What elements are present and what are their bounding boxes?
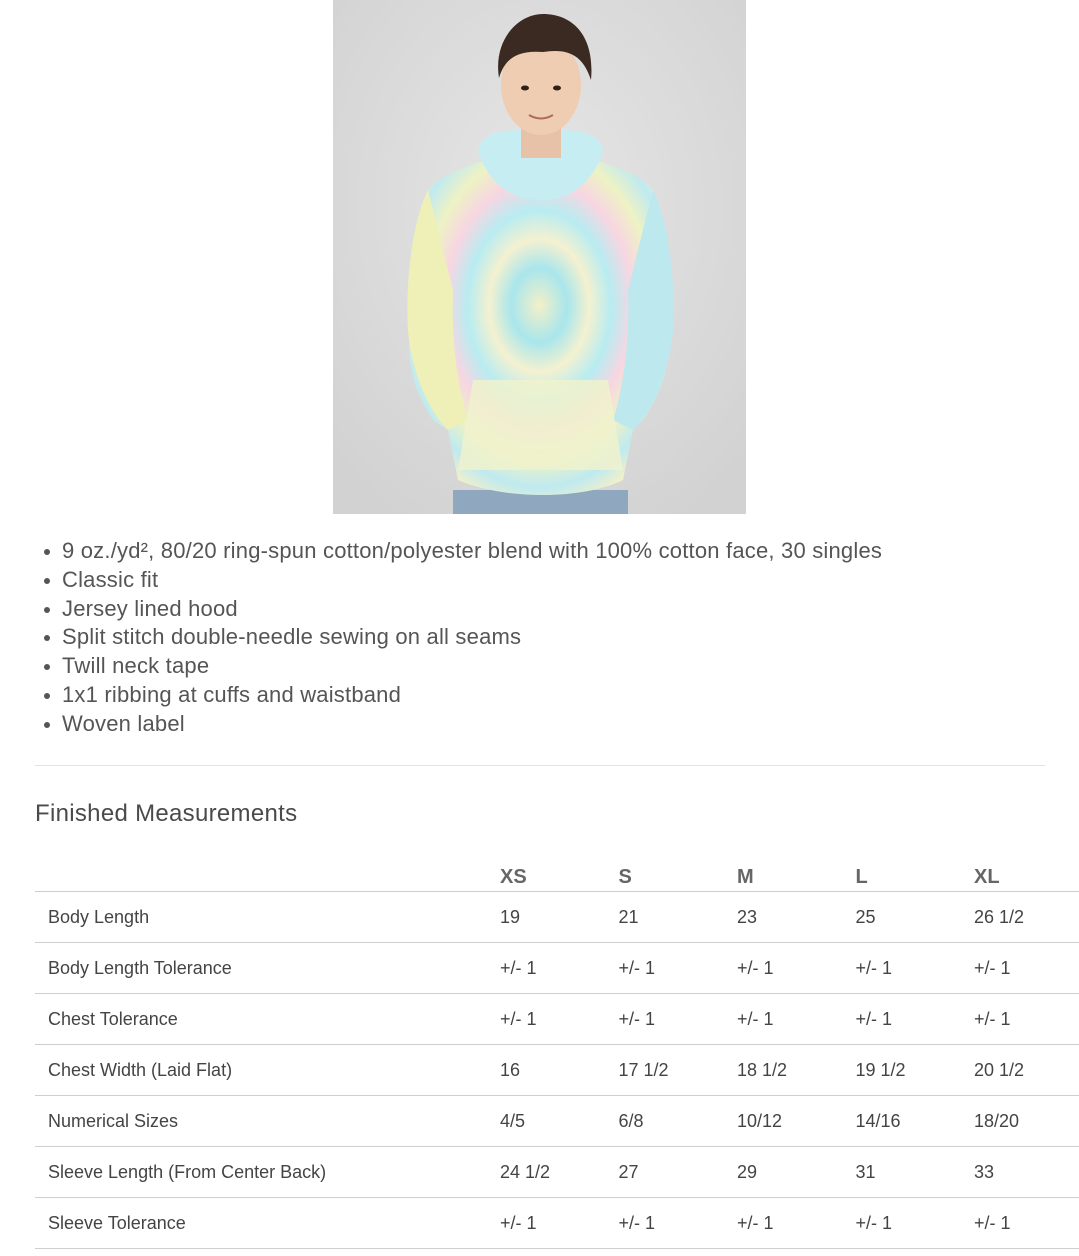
table-cell: 18/20 bbox=[974, 1096, 1079, 1147]
table-cell: 27 bbox=[619, 1147, 738, 1198]
table-cell: 31 bbox=[856, 1147, 975, 1198]
table-cell: +/- 1 bbox=[856, 994, 975, 1045]
feature-item: Split stitch double-needle sewing on all seams bbox=[62, 623, 1062, 652]
bullet-icon bbox=[44, 693, 50, 699]
table-cell: 17 1/2 bbox=[619, 1045, 738, 1096]
table-row bbox=[35, 1147, 1079, 1198]
measurements-title: Finished Measurements bbox=[35, 800, 298, 827]
bullet-icon bbox=[44, 578, 50, 584]
header-blank bbox=[35, 853, 500, 892]
size-header: S bbox=[619, 853, 738, 892]
bullet-icon bbox=[44, 549, 50, 555]
table-cell: 29 bbox=[737, 1147, 856, 1198]
row-label: Body Length Tolerance bbox=[35, 943, 500, 994]
table-cell: +/- 1 bbox=[974, 994, 1079, 1045]
table-row bbox=[35, 943, 1079, 994]
feature-item: Jersey lined hood bbox=[62, 595, 1062, 624]
table-cell: +/- 1 bbox=[974, 943, 1079, 994]
table-cell: 25 bbox=[856, 892, 975, 943]
table-cell: +/- 1 bbox=[737, 1198, 856, 1249]
bullet-icon bbox=[44, 635, 50, 641]
table-cell: 19 bbox=[500, 892, 619, 943]
table-cell: +/- 1 bbox=[500, 943, 619, 994]
table-cell: +/- 1 bbox=[737, 994, 856, 1045]
table-row bbox=[35, 1045, 1079, 1096]
feature-item: Classic fit bbox=[62, 566, 1062, 595]
bullet-icon bbox=[44, 664, 50, 670]
row-label: Chest Tolerance bbox=[35, 994, 500, 1045]
table-cell: +/- 1 bbox=[856, 1198, 975, 1249]
size-header: L bbox=[856, 853, 975, 892]
feature-list bbox=[40, 537, 1062, 739]
table-header-row bbox=[35, 853, 1079, 892]
table-cell: 6/8 bbox=[619, 1096, 738, 1147]
row-label: Sleeve Tolerance bbox=[35, 1198, 500, 1249]
table-row bbox=[35, 1096, 1079, 1147]
feature-item: 9 oz./yd², 80/20 ring-spun cotton/polyester blend with 100% cotton face, 30 singles bbox=[62, 537, 1062, 566]
table-cell: 33 bbox=[974, 1147, 1079, 1198]
table-cell: 19 1/2 bbox=[856, 1045, 975, 1096]
row-label: Numerical Sizes bbox=[35, 1096, 500, 1147]
bullet-icon bbox=[44, 722, 50, 728]
size-header: M bbox=[737, 853, 856, 892]
table-row bbox=[35, 994, 1079, 1045]
table-cell: +/- 1 bbox=[856, 943, 975, 994]
table-cell: +/- 1 bbox=[500, 994, 619, 1045]
table-row bbox=[35, 892, 1079, 943]
table-row bbox=[35, 1198, 1079, 1249]
table-cell: 20 1/2 bbox=[974, 1045, 1079, 1096]
hoodie-model-illustration bbox=[333, 0, 746, 514]
product-image bbox=[333, 0, 746, 514]
size-header: XL bbox=[974, 853, 1079, 892]
table-cell: +/- 1 bbox=[737, 943, 856, 994]
table-cell: +/- 1 bbox=[619, 943, 738, 994]
table-cell: +/- 1 bbox=[974, 1198, 1079, 1249]
table-cell: +/- 1 bbox=[500, 1198, 619, 1249]
table-cell: 18 1/2 bbox=[737, 1045, 856, 1096]
table-cell: 21 bbox=[619, 892, 738, 943]
size-header: XS bbox=[500, 853, 619, 892]
row-label: Body Length bbox=[35, 892, 500, 943]
feature-item: Twill neck tape bbox=[62, 652, 1062, 681]
table-cell: 23 bbox=[737, 892, 856, 943]
row-label: Sleeve Length (From Center Back) bbox=[35, 1147, 500, 1198]
measurements-table bbox=[35, 853, 1079, 1249]
table-cell: 10/12 bbox=[737, 1096, 856, 1147]
table-cell: 4/5 bbox=[500, 1096, 619, 1147]
feature-item: 1x1 ribbing at cuffs and waistband bbox=[62, 681, 1062, 710]
table-cell: +/- 1 bbox=[619, 1198, 738, 1249]
table-cell: +/- 1 bbox=[619, 994, 738, 1045]
table-cell: 14/16 bbox=[856, 1096, 975, 1147]
feature-item: Woven label bbox=[62, 710, 1062, 739]
table-cell: 16 bbox=[500, 1045, 619, 1096]
table-cell: 26 1/2 bbox=[974, 892, 1079, 943]
section-divider bbox=[35, 765, 1045, 766]
row-label: Chest Width (Laid Flat) bbox=[35, 1045, 500, 1096]
bullet-icon bbox=[44, 607, 50, 613]
table-cell: 24 1/2 bbox=[500, 1147, 619, 1198]
